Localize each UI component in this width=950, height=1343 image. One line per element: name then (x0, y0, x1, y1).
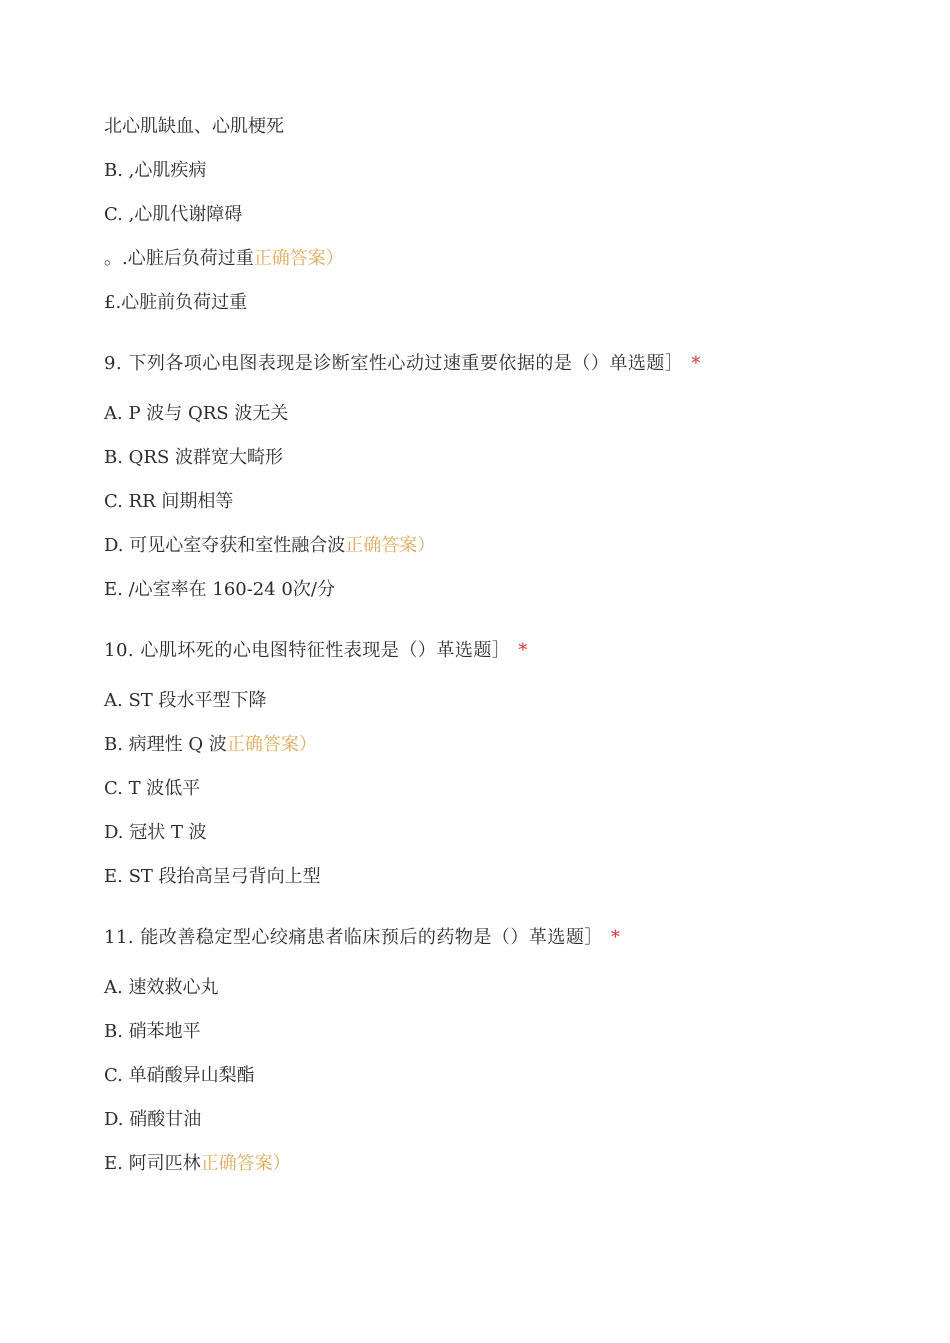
option-10-b (104, 733, 317, 757)
question-9-title (104, 352, 701, 376)
option-text: C. 单硝酸异山梨酯 (104, 1065, 255, 1086)
option-prev-e (104, 291, 247, 315)
option-11-c (104, 1064, 255, 1088)
option-text: E. ST 段抬高呈弓背向上型 (104, 866, 321, 887)
option-text: C. RR 间期相等 (104, 491, 234, 512)
option-text: E. 阿司匹林 (104, 1153, 201, 1174)
option-prev-c (104, 203, 242, 227)
option-prev-a (104, 115, 284, 139)
option-9-b (104, 446, 283, 470)
option-text: E. /心室率在 160-24 0次/分 (104, 579, 335, 600)
option-9-a (104, 402, 288, 426)
required-asterisk: * (610, 927, 621, 948)
option-11-a (104, 976, 218, 1000)
option-10-d (104, 821, 207, 845)
option-text: D. 冠状 T 波 (104, 822, 207, 843)
question-text: 10. 心肌坏死的心电图特征性表现是（）革选题］ (104, 640, 511, 661)
correct-answer-tag: 正确答案） (253, 248, 344, 269)
option-text: D. 硝酸甘油 (104, 1109, 202, 1130)
option-9-d (104, 534, 435, 558)
correct-answer-tag: 正确答案） (345, 535, 436, 556)
option-11-b (104, 1020, 201, 1044)
correct-answer-tag: 正确答案） (200, 1153, 291, 1174)
question-text: 11. 能改善稳定型心绞痛患者临床预后的药物是（）革选题］ (104, 927, 603, 948)
option-10-e (104, 865, 321, 889)
option-text: C. ,心肌代谢障碍 (104, 204, 243, 225)
option-text: £.心脏前负荷过重 (104, 292, 248, 313)
correct-answer-tag: 正确答案） (226, 734, 317, 755)
question-text: 9. 下列各项心电图表现是诊断室性心动过速重要依据的是（）单选题］ (104, 353, 684, 374)
option-9-e (104, 578, 335, 602)
option-10-c (104, 777, 200, 801)
option-11-e (104, 1152, 291, 1176)
option-text: B. QRS 波群宽大畸形 (104, 447, 284, 468)
option-text: A. 速效救心丸 (104, 977, 219, 998)
option-text: B. 硝苯地平 (104, 1021, 201, 1042)
option-text: A. P 波与 QRS 波无关 (104, 403, 289, 424)
option-prev-d (104, 247, 344, 271)
option-text: B. ,心肌疾病 (104, 160, 207, 181)
option-prev-b (104, 159, 206, 183)
option-9-c (104, 490, 233, 514)
option-text: A. ST 段水平型下降 (104, 690, 267, 711)
option-text: C. T 波低平 (104, 778, 201, 799)
option-text: D. 可见心室夺获和室性融合波 (104, 535, 346, 556)
required-asterisk: * (518, 640, 528, 661)
option-text: B. 病理性 Q 波 (104, 734, 227, 755)
required-asterisk: * (691, 353, 701, 374)
option-10-a (104, 689, 267, 713)
option-text: 。.心脏后负荷过重 (104, 248, 254, 269)
question-10-title (104, 639, 528, 663)
question-11-title (104, 926, 620, 950)
option-text: 北心肌缺血、心肌梗死 (104, 116, 284, 137)
option-11-d (104, 1108, 201, 1132)
